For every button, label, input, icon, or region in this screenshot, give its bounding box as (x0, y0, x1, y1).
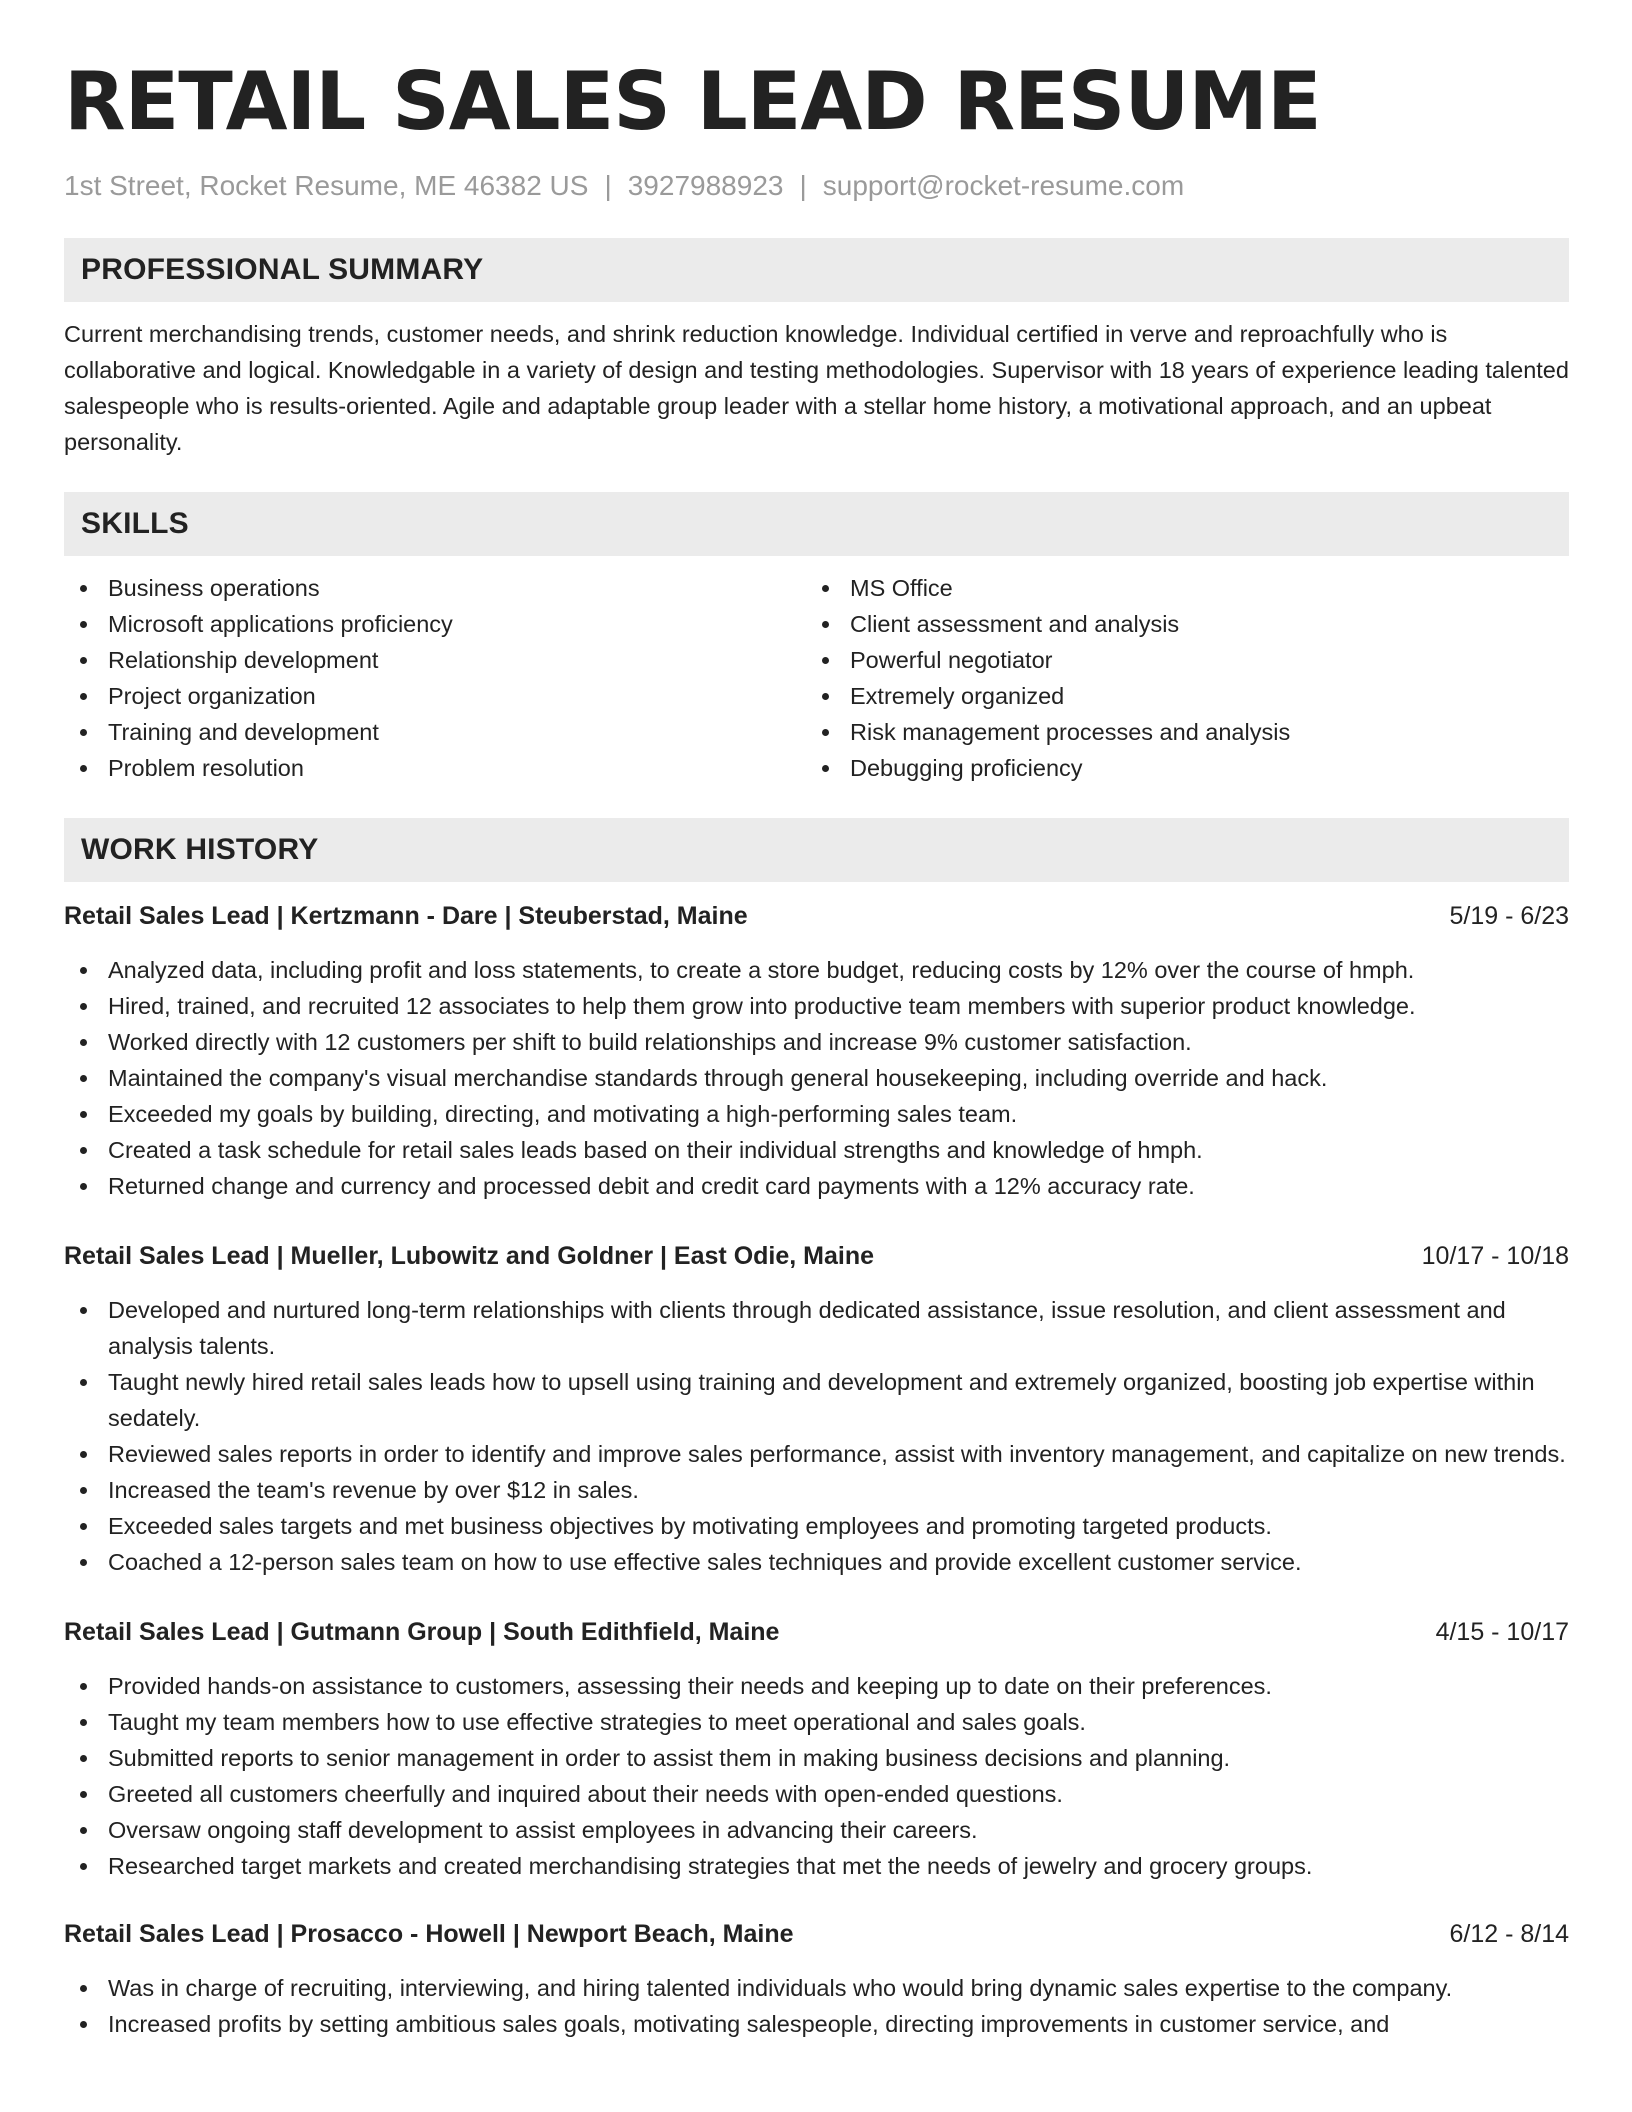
contact-line (64, 168, 1569, 204)
contact-separator: | (799, 170, 807, 201)
job-title: Retail Sales Lead | Gutmann Group | South Edithfield, Maine (64, 1618, 780, 1646)
job-bullet: Hired, trained, and recruited 12 associates to help them grow into productive team members with superior product knowledge. (64, 988, 1569, 1024)
contact-address: 1st Street, Rocket Resume, ME 46382 US (64, 170, 589, 201)
job-bullet: Exceeded sales targets and met business objectives by motivating employees and promoting targeted products. (64, 1508, 1569, 1544)
job-bullet: Was in charge of recruiting, interviewing, and hiring talented individuals who would bring dynamic sales expertise to the company. (64, 1970, 1569, 2006)
skills-list (64, 570, 1569, 786)
job-bullet: Analyzed data, including profit and loss statements, to create a store budget, reducing costs by 12% over the course of hmph. (64, 952, 1569, 988)
job-entry (64, 898, 1569, 1204)
job-dates: 6/12 - 8/14 (1449, 1920, 1569, 1948)
job-bullets (64, 1668, 1569, 1884)
job-bullet: Submitted reports to senior management in order to assist them in making business decisions and planning. (64, 1740, 1569, 1776)
skill-item: MS Office (806, 570, 1569, 606)
skill-item: Microsoft applications proficiency (64, 606, 806, 642)
summary-text: Current merchandising trends, customer needs, and shrink reduction knowledge. Individual certified in verve and reproachfully who is collaborative and logical. Knowledgable in a variety of design and testing methodologies. Supervisor with 18 years of experience leading talented salespeople who is results-oriented. Agile and adaptable group leader with a stellar home history, a motivational approach, and an upbeat personality. (64, 321, 1569, 455)
job-bullets (64, 952, 1569, 1204)
skill-item: Debugging proficiency (806, 750, 1569, 786)
job-title: Retail Sales Lead | Prosacco - Howell | Newport Beach, Maine (64, 1920, 794, 1948)
skills-column-left (64, 570, 806, 786)
job-dates: 4/15 - 10/17 (1435, 1618, 1569, 1646)
job-bullet: Increased the team's revenue by over $12 in sales. (64, 1472, 1569, 1508)
skill-item: Project organization (64, 678, 806, 714)
contact-phone: 3927988923 (627, 170, 784, 201)
skill-item: Problem resolution (64, 750, 806, 786)
skill-item: Client assessment and analysis (806, 606, 1569, 642)
job-header (64, 898, 1569, 934)
job-bullet: Taught my team members how to use effective strategies to meet operational and sales goals. (64, 1704, 1569, 1740)
job-bullets (64, 1292, 1569, 1580)
job-bullet: Reviewed sales reports in order to identify and improve sales performance, assist with inventory management, and capitalize on new trends. (64, 1436, 1569, 1472)
job-bullet: Provided hands-on assistance to customers, assessing their needs and keeping up to date on their preferences. (64, 1668, 1569, 1704)
skill-item: Training and development (64, 714, 806, 750)
job-entry (64, 1238, 1569, 1580)
contact-email: support@rocket-resume.com (822, 170, 1185, 201)
job-entry (64, 1614, 1569, 1884)
job-bullet: Exceeded my goals by building, directing, and motivating a high-performing sales team. (64, 1096, 1569, 1132)
job-bullet: Increased profits by setting ambitious sales goals, motivating salespeople, directing improvements in customer service, and (64, 2006, 1569, 2042)
skill-item: Extremely organized (806, 678, 1569, 714)
job-bullet: Coached a 12-person sales team on how to use effective sales techniques and provide excellent customer service. (64, 1544, 1569, 1580)
job-bullet: Maintained the company's visual merchandise standards through general housekeeping, including override and hack. (64, 1060, 1569, 1096)
resume-title: RETAIL SALES LEAD RESUME (64, 55, 1321, 148)
job-header (64, 1238, 1569, 1274)
job-dates: 10/17 - 10/18 (1421, 1242, 1569, 1270)
section-header-summary: PROFESSIONAL SUMMARY (64, 238, 1569, 302)
job-bullet: Created a task schedule for retail sales leads based on their individual strengths and knowledge of hmph. (64, 1132, 1569, 1168)
job-bullets (64, 1970, 1569, 2042)
job-dates: 5/19 - 6/23 (1449, 902, 1569, 930)
job-title: Retail Sales Lead | Kertzmann - Dare | Steuberstad, Maine (64, 902, 748, 930)
section-header-work-history: WORK HISTORY (64, 818, 1569, 882)
job-header (64, 1614, 1569, 1650)
job-bullet: Developed and nurtured long-term relationships with clients through dedicated assistance, issue resolution, and client assessment and analysis talents. (64, 1292, 1569, 1364)
job-title: Retail Sales Lead | Mueller, Lubowitz and Goldner | East Odie, Maine (64, 1242, 874, 1270)
skill-item: Business operations (64, 570, 806, 606)
job-bullet: Greeted all customers cheerfully and inquired about their needs with open-ended questions. (64, 1776, 1569, 1812)
skill-item: Risk management processes and analysis (806, 714, 1569, 750)
job-bullet: Taught newly hired retail sales leads how to upsell using training and development and extremely organized, boosting job expertise within sedately. (64, 1364, 1569, 1436)
section-header-skills: SKILLS (64, 492, 1569, 556)
skills-column-right (806, 570, 1569, 786)
job-entry (64, 1916, 1569, 2042)
job-header (64, 1916, 1569, 1952)
job-bullet: Worked directly with 12 customers per shift to build relationships and increase 9% customer satisfaction. (64, 1024, 1569, 1060)
contact-separator: | (604, 170, 612, 201)
job-bullet: Researched target markets and created merchandising strategies that met the needs of jewelry and grocery groups. (64, 1848, 1569, 1884)
skill-item: Relationship development (64, 642, 806, 678)
skill-item: Powerful negotiator (806, 642, 1569, 678)
job-bullet: Returned change and currency and processed debit and credit card payments with a 12% accuracy rate. (64, 1168, 1569, 1204)
job-bullet: Oversaw ongoing staff development to assist employees in advancing their careers. (64, 1812, 1569, 1848)
